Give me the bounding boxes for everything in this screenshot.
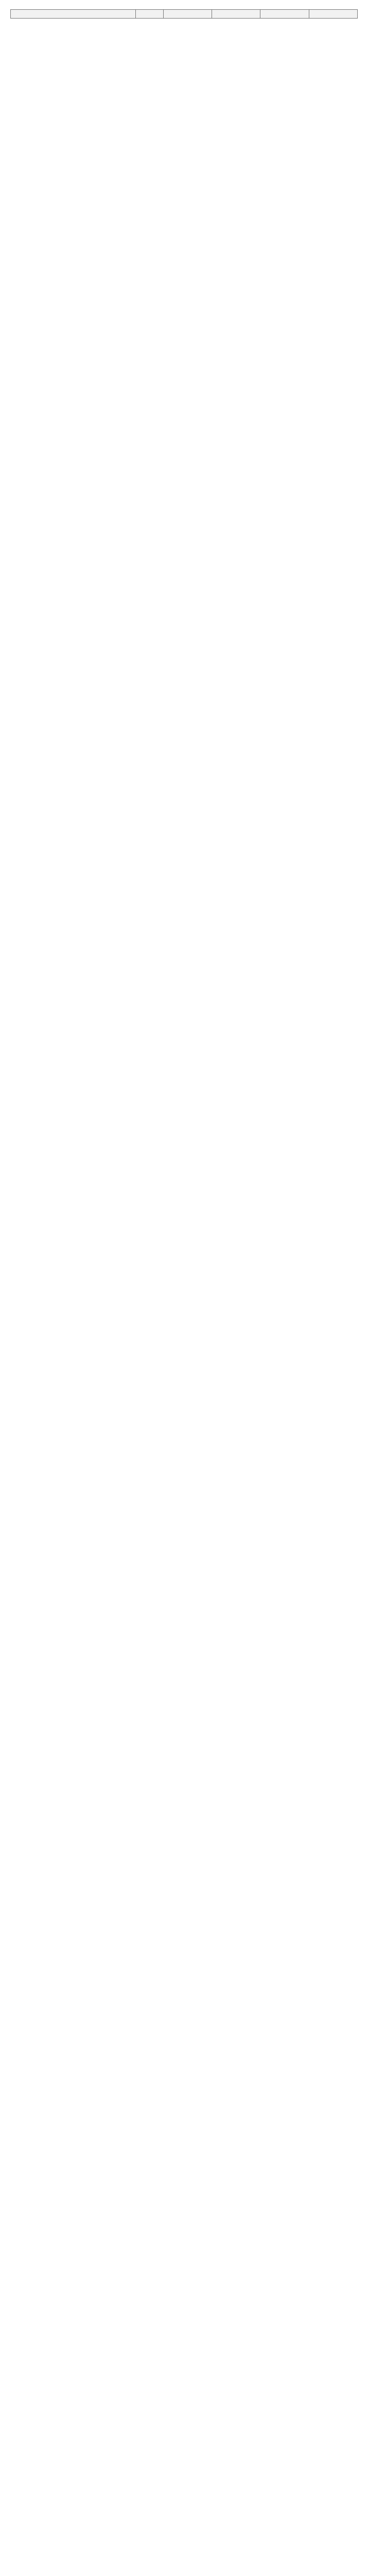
column-header <box>163 10 212 19</box>
column-header <box>135 10 163 19</box>
indicator-table <box>10 9 358 19</box>
column-header <box>212 10 260 19</box>
table-header-row <box>11 10 358 19</box>
column-header <box>11 10 136 19</box>
statistics-report <box>0 0 368 47</box>
column-header <box>260 10 309 19</box>
column-header <box>309 10 357 19</box>
